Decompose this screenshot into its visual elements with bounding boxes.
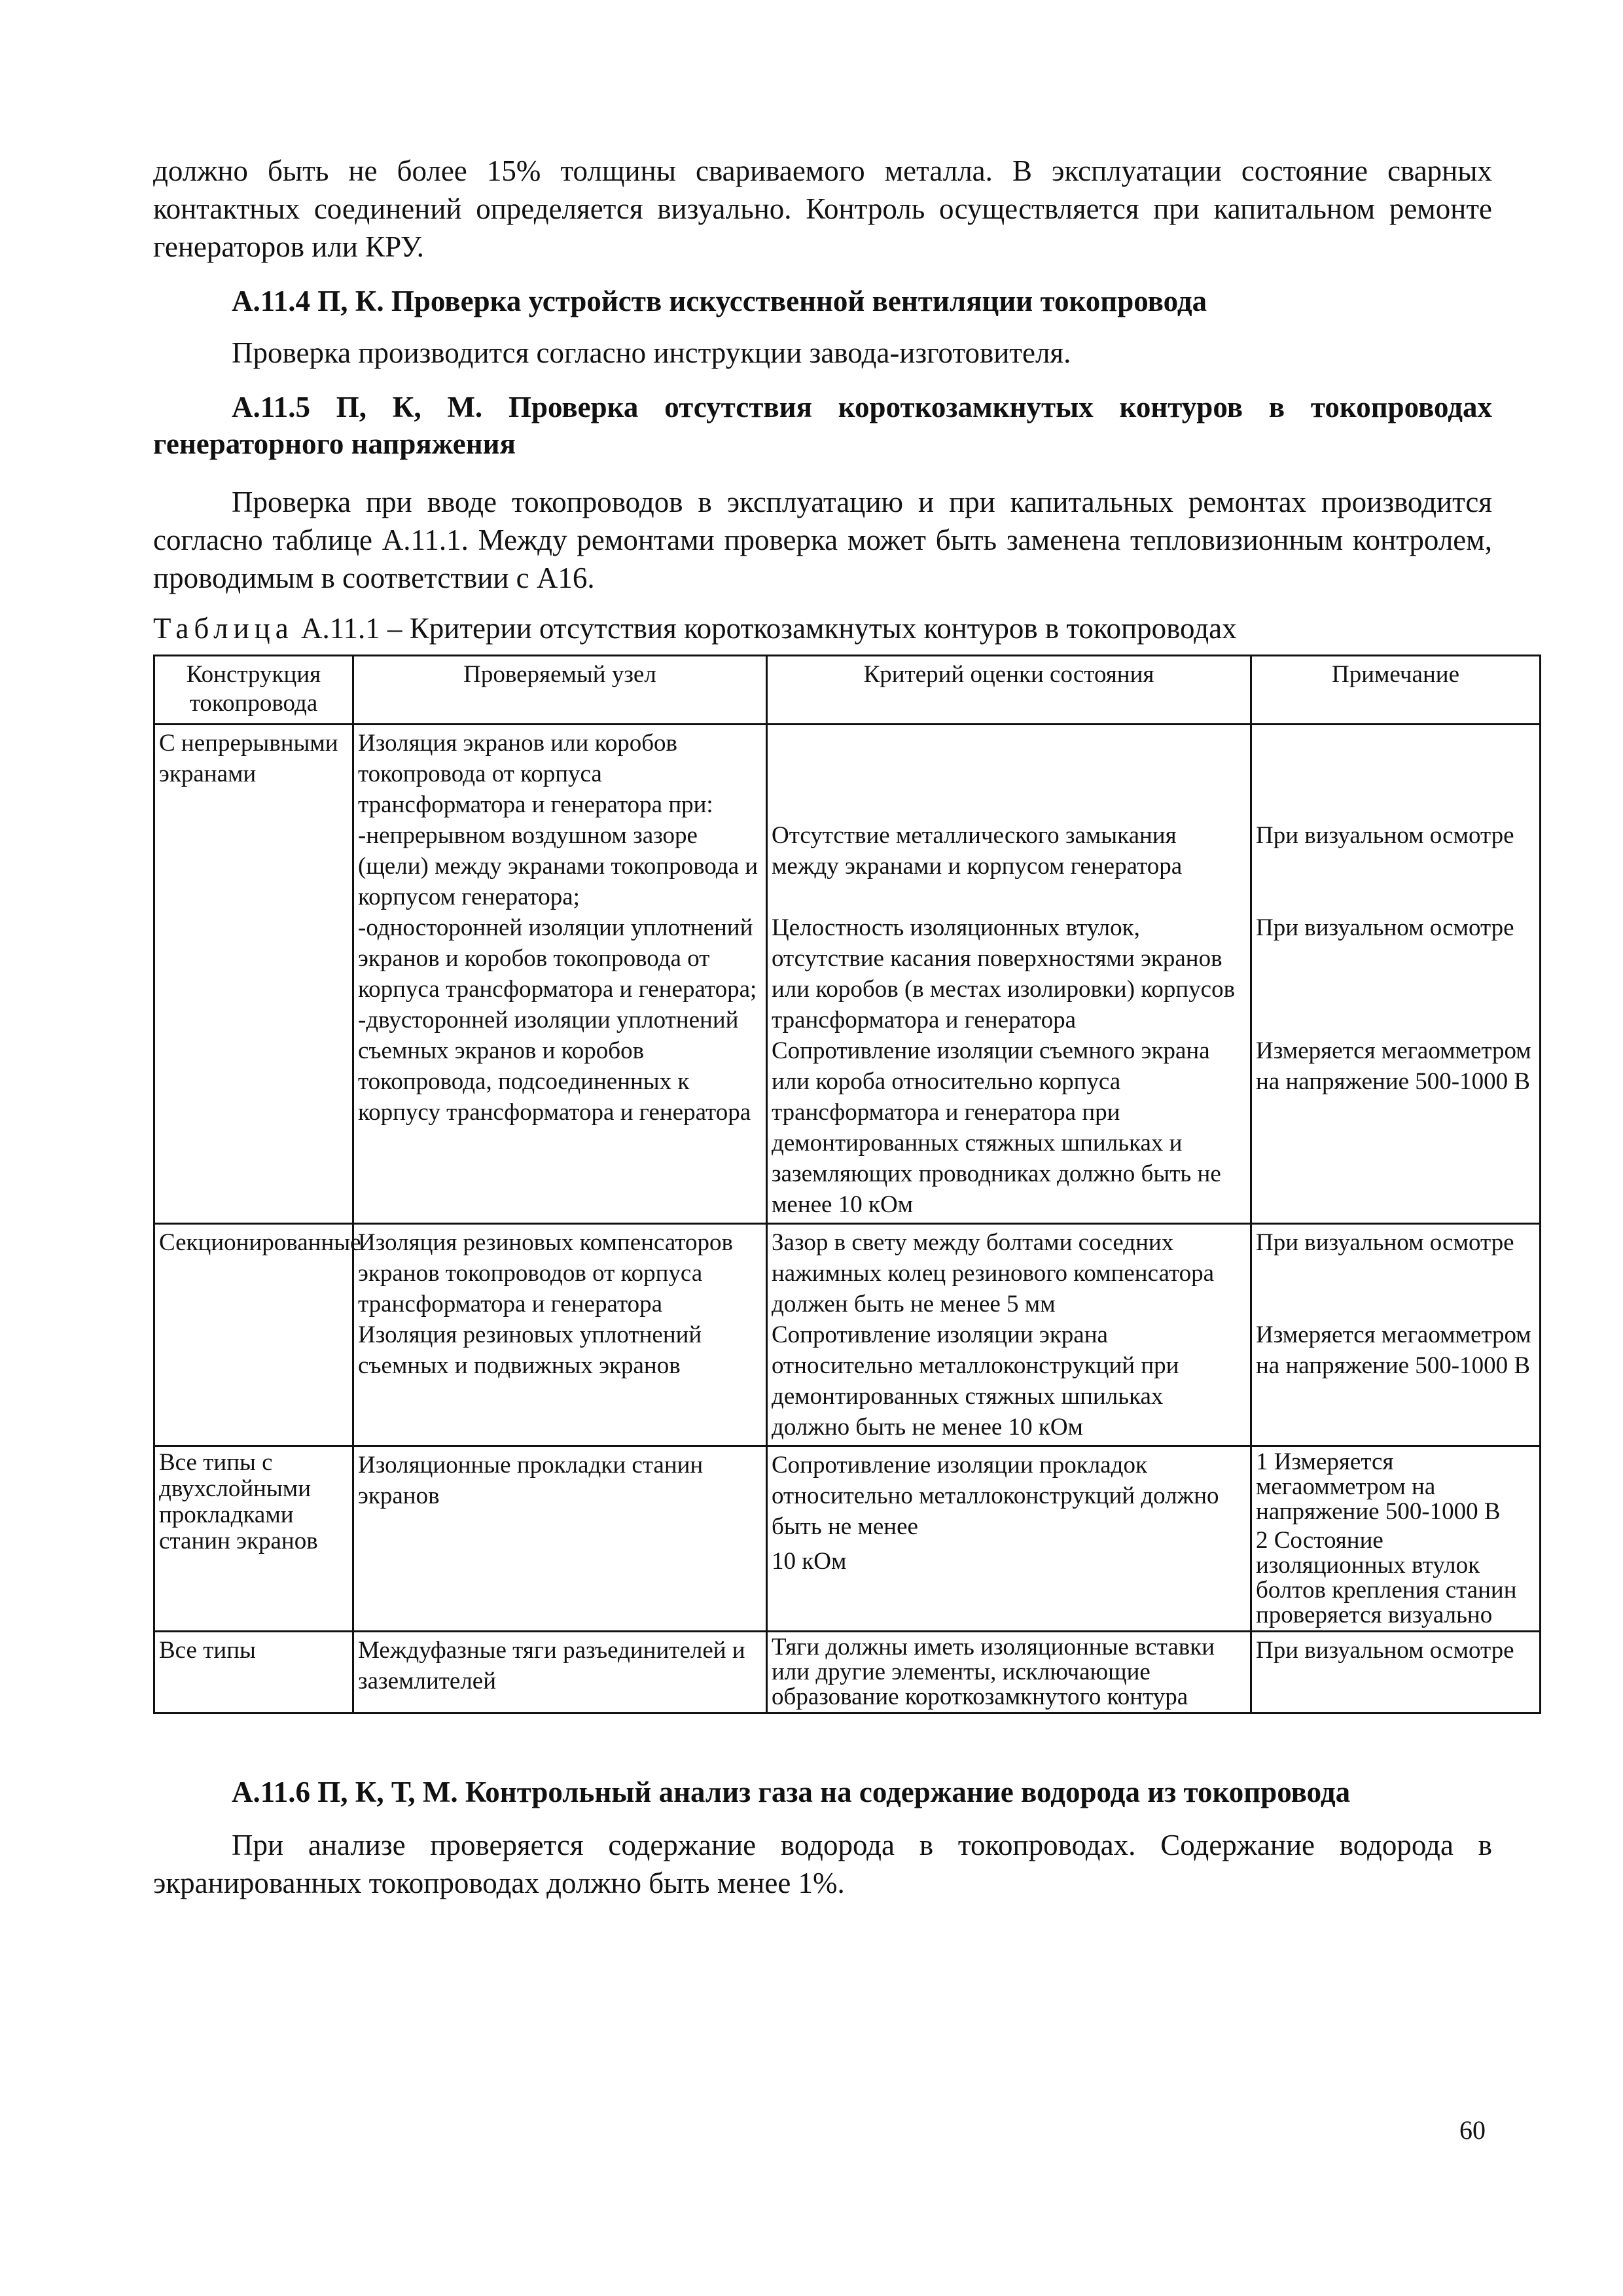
note-item: 1 Измеряется мегаомметром на напряжение 500-1000 В: [1256, 1448, 1501, 1525]
criterion-cell: [767, 1224, 1251, 1446]
header-criterion: Критерий оценки состояния: [767, 656, 1251, 725]
section-a114-text: Проверка производится согласно инструкции завода-изготовителя.: [232, 336, 1071, 369]
node-cell: Изоляционные прокладки станин экранов: [353, 1446, 767, 1632]
note-item: При визуальном осмотре: [1256, 1229, 1514, 1256]
note-cell: [1251, 725, 1541, 1224]
criterion-item: Сопротивление изоляции съемного экрана или короба относительно корпуса трансформатора и генератора при демонтированных стяжных шпильках и заземляющих проводниках должно быть не менее 10 кОм: [772, 1037, 1221, 1218]
spacer: [772, 728, 1246, 820]
header-node: Проверяемый узел: [353, 656, 767, 725]
construction-cell: Все типы: [154, 1632, 353, 1713]
node-item: Изоляция резиновых уплотнений съемных и подвижных экранов: [358, 1321, 702, 1379]
criterion-item: Зазор в свету между болтами соседних нажимных колец резинового компенсатора должен быть не менее 5 мм: [772, 1229, 1215, 1318]
node-cell: Междуфазные тяги разъединителей и заземлителей: [353, 1632, 767, 1713]
note-item: Измеряется мегаомметром на напряжение 500-1000 В: [1256, 1321, 1531, 1379]
note-cell: [1251, 1224, 1541, 1446]
criterion-item: Сопротивление изоляции экрана относительно металлоконструкций при демонтированных стяжных шпильках должно быть не менее 10 кОм: [772, 1321, 1179, 1441]
note-item: При визуальном осмотре: [1256, 822, 1514, 849]
node-cell: [353, 1224, 767, 1446]
table-caption-prefix: Таблица: [153, 612, 294, 645]
note-item: При визуальном осмотре: [1256, 914, 1514, 941]
header-construction: Конструкция токопровода: [154, 656, 353, 725]
table-row: [154, 1224, 1541, 1446]
construction-cell: Все типы с двухслойными прокладками станин экранов: [154, 1446, 353, 1632]
node-intro: Изоляция экранов или коробов токопровода от корпуса трансформатора и генератора при:: [358, 730, 713, 818]
section-a115-text: Проверка при вводе токопроводов в эксплуатацию и при капитальных ремонтах производится согласно таблице А.11.1. Между ремонтами проверка может быть заменена тепловизионным контролем, проводимым в соответствии с А16.: [153, 486, 1492, 594]
criterion-item: Целостность изоляционных втулок, отсутствие касания поверхностями экранов или коробов (в местах изолировки) корпусов трансформатора и генератора: [772, 914, 1236, 1033]
criterion-item: Отсутствие металлического замыкания между экранами и корпусом генератора: [772, 822, 1183, 880]
criterion-item: 10 кОм: [772, 1548, 847, 1575]
section-a116-heading: А.11.6 П, К, Т, М. Контрольный анализ газа на содержание водорода из токопровода: [232, 1776, 1351, 1808]
construction-cell: Секционированные: [154, 1224, 353, 1446]
criteria-table: [153, 655, 1541, 1714]
note-item: Измеряется мегаомметром на напряжение 500-1000 В: [1256, 1037, 1531, 1095]
note-cell: [1251, 1446, 1541, 1632]
section-a114-heading: А.11.4 П, К. Проверка устройств искусственной вентиляции токопровода: [232, 285, 1207, 317]
header-note: Примечание: [1251, 656, 1541, 725]
spacer: [1256, 728, 1535, 820]
table-caption: [153, 610, 1492, 647]
section-a115-heading: А.11.5 П, К, М. Проверка отсутствия короткозамкнутых контуров в токопроводах генераторного напряжения: [153, 391, 1492, 460]
criterion-item: Сопротивление изоляции прокладок относительно металлоконструкций должно быть не менее: [772, 1452, 1219, 1540]
note-item: 2 Состояние изоляционных втулок болтов крепления станин проверяется визуально: [1256, 1527, 1517, 1628]
node-cell: [353, 725, 767, 1224]
node-item: -непрерывном воздушном зазоре (щели) между экранами токопровода и корпусом генератора;: [358, 822, 758, 910]
table-caption-title: А.11.1 – Критерии отсутствия короткозамкнутых контуров в токопроводах: [293, 612, 1237, 645]
table-row: [154, 1632, 1541, 1713]
criterion-cell: [767, 725, 1251, 1224]
table-row: [154, 1446, 1541, 1632]
page-number: 60: [1459, 2115, 1486, 2145]
node-item: Изоляция резиновых компенсаторов экранов токопроводов от корпуса трансформатора и генератора: [358, 1229, 733, 1318]
node-item: -двусторонней изоляции уплотнений съемных экранов и коробов токопровода, подсоединенных к корпусу трансформатора и генератора: [358, 1007, 751, 1126]
criterion-cell: Тяги должны иметь изоляционные вставки или другие элементы, исключающие образование короткозамкнутого контура: [767, 1632, 1251, 1713]
table-row: [154, 725, 1541, 1224]
criterion-cell: [767, 1446, 1251, 1632]
table-header-row: [154, 656, 1541, 725]
intro-paragraph: должно быть не более 15% толщины свариваемого металла. В эксплуатации состояние сварных контактных соединений определяется визуально. Контроль осуществляется при капитальном ремонте генераторов или КРУ.: [153, 154, 1492, 263]
section-a116-text: При анализе проверяется содержание водорода в токопроводах. Содержание водорода в экранированных токопроводах должно быть менее 1%.: [153, 1829, 1492, 1899]
construction-cell: С непрерывными экранами: [154, 725, 353, 1224]
note-cell: При визуальном осмотре: [1251, 1632, 1541, 1713]
node-item: -односторонней изоляции уплотнений экранов и коробов токопровода от корпуса трансформатора и генератора;: [358, 914, 757, 1003]
